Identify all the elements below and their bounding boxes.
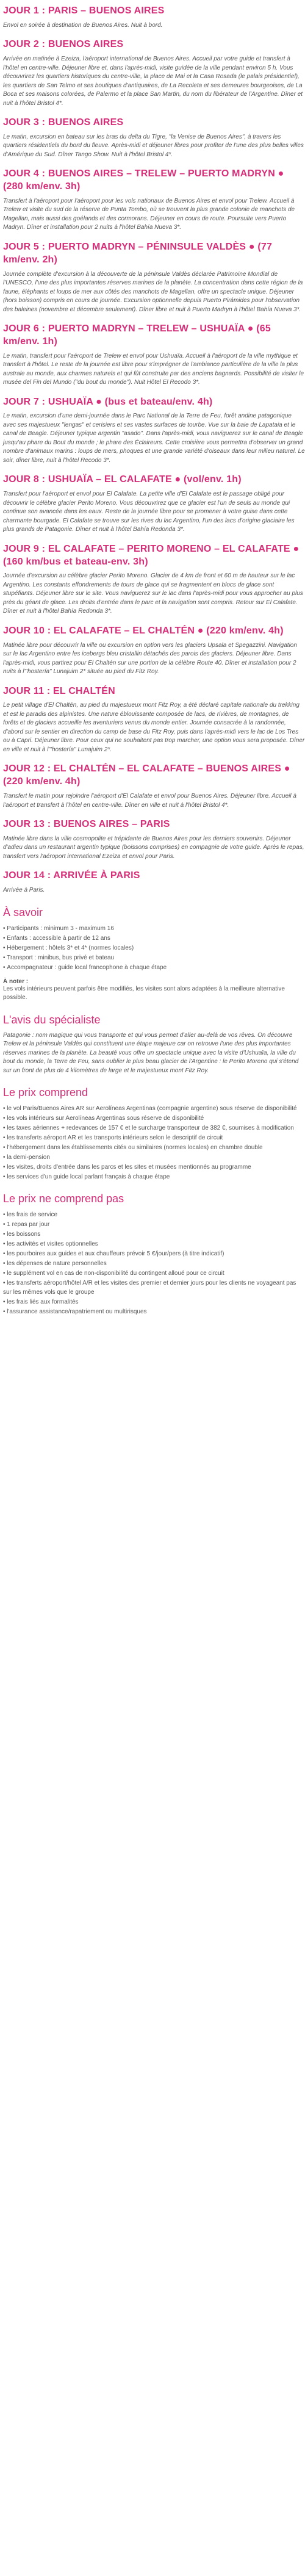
day-block: [0, 625, 305, 677]
list-item: • les vols intérieurs sur Aerolíneas Argentinas sous réserve de disponibilité: [3, 1114, 305, 1123]
day-title: [3, 241, 305, 267]
day-description: Arrivée à Paris.: [3, 887, 45, 894]
day-block: [0, 818, 305, 861]
list-item: • Accompagnateur : guide local francophone à chaque étape: [3, 963, 305, 972]
note-label: À noter :: [3, 978, 29, 985]
day-block: [0, 241, 305, 314]
day-distance: ● (220 km/env. 4h): [195, 625, 284, 636]
day-distance: ● (220 km/env. 4h): [3, 763, 290, 787]
day-title-text: JOUR 13 : BUENOS AIRES – PARIS: [3, 819, 170, 830]
day-description: Le petit village d'El Chaltén, au pied du majestueux mont Fitz Roy, a été déclaré capitale nationale du trekking et est le paradis des alpinistes. Une nature éblouissante composée de lacs, de rivières, de montagnes, de forêts et de glaciers accueille les aventuriers venus du monde entier. Journée consacrée à la randonnée, d'abord sur le sentier en direction du camp de base du Fitz Roy, puis dans l'après-midi vers le lac de Los Tres ou à Capri. Déjeuner libre. Pour ceux qui ne souhaitent pas trop marcher, une option vous sera proposée. Dîner en ville et nuit à l'"hostería" Lunajuim 2*.: [3, 702, 305, 753]
list-item: • 1 repas par jour: [3, 1220, 305, 1229]
day-title-text: JOUR 12 : EL CHALTÉN – EL CALAFATE – BUENOS AIRES: [3, 763, 282, 774]
list-item: • les services d'un guide local parlant français à chaque étape: [3, 1172, 305, 1182]
list-item: • les dépenses de nature personnelles: [3, 1259, 305, 1268]
day-block: [0, 396, 305, 466]
day-description: Transfert à l'aéroport pour l'aéroport pour les vols nationaux de Buenos Aires et envol pour Trelew. Accueil à Trelew et visite du sud de la réserve de Punta Tombo, où se trouvent la plus grande colonie de manchots de Magellan, mais aussi des goélands et des cormorans. Déjeuner en cours de route. Poursuite vers Puerto Madryn. Dîner et installation pour 2 nuits à l'hôtel Bahía Nueva 3*.: [3, 197, 295, 231]
day-description: Le matin, excursion d'une demi-journée dans le Parc National de la Terre de Feu, forêt andine patagonique avec ses majestueux "lengas" et cerisiers et ses vastes surfaces de tourbe. Vue sur la baie de Lapataia et le canal de Beagle. Déjeuner typique argentin "asado". Dans l'après-midi, vous naviguerez sur le canal de Beagle jusqu'au phare du Bout du monde ; le phare des Éclaireurs. Cette croisière vous permettra d'observer un grand nombre d'animaux marins : loups de mers, phoques et une grande variété d'oiseaux dans leur milieu naturel. Le soir, dîner libre, nuit à l'hôtel Recodo 3*.: [3, 413, 305, 464]
savoir-title: À savoir: [3, 906, 43, 918]
day-description: Arrivée en matinée à Ezeiza, l'aéroport international de Buenos Aires. Accueil par votre guide et transfert à l'hôtel en centre-ville. Déjeuner libre et, dans l'après-midi, visite guidée de la ville pendant environ 5 h. Vous découvrirez les quartiers historiques du centre-ville, la place de Mai et la Casa Rosada (le palais présidentiel), les quartiers de San Telmo et ses boutiques d'antiquaires, de La Recoleta et ses demeures bourgeoises, de La Boca et ses maisons colorées, de Palermo et la place San Martin, du nom du libérateur de l'Argentine. Dîner et nuit à l'hôtel Bristol 4*.: [3, 56, 303, 107]
day-title-text: JOUR 10 : EL CALAFATE – EL CHALTÉN: [3, 625, 195, 636]
day-distance: ● (65 km/env. 1h): [3, 323, 271, 347]
avis-section: [0, 1014, 305, 1076]
day-title: [3, 543, 305, 569]
list-item: • les transferts aéroport/hôtel A/R et les visites des premier et dernier jours pour les clients ne voyageant pas sur les mêmes vols que le groupe: [3, 1279, 305, 1297]
day-title-text: JOUR 8 : USHUAÏA – EL CALAFATE: [3, 474, 172, 485]
list-item: • le supplément vol en cas de non-disponibilité du contingent alloué pour ce circuit: [3, 1269, 305, 1278]
day-description: Matinée libre dans la ville cosmopolite et trépidante de Buenos Aires pour les derniers souvenirs. Déjeuner d'adieu dans un restaurant argentin typique (boissons comprises) en compagnie de votre guide. Après le repas, transfert vers l'aéroport international Ezeiza et envol pour Paris.: [3, 835, 304, 860]
day-title: [3, 870, 305, 882]
day-title: [3, 396, 305, 409]
list-item: • les pourboires aux guides et aux chauffeurs prévoir 5 €/jour/pers (à titre indicatif): [3, 1249, 305, 1258]
day-block: [0, 117, 305, 159]
day-title-text: JOUR 7 : USHUAÏA: [3, 396, 93, 407]
day-distance: ● (280 km/env. 3h): [3, 168, 284, 192]
list-item: • les activités et visites optionnelles: [3, 1239, 305, 1249]
list-item: • Enfants : accessible à partir de 12 ans: [3, 934, 305, 943]
prix-non-compris-title: Le prix ne comprend pas: [3, 1192, 124, 1205]
day-title: [3, 38, 305, 51]
day-description: Journée complète d'excursion à la découverte de la péninsule Valdès déclarée Patrimoine Mondial de l'UNESCO, l'une des plus importantes réserves marines de la planète. La concentration dans cette région de la faune, éléphants et loups de mer aux côtés des manchots de Magellan, offre un spectacle unique. Déjeuner (hors boisson) compris en cours de journée. Excursion optionnelle depuis Puerto Pirámides pour l'observation des baleines (novembre et décembre seulement). Dîner libre et nuit à Puerto Madryn à l'hôtel Bahía Nueva 3*.: [3, 270, 303, 313]
day-block: [0, 323, 305, 388]
day-title: [3, 685, 305, 698]
itinerary-days: [0, 5, 305, 895]
day-block: [0, 168, 305, 233]
day-title-text: JOUR 9 : EL CALAFATE – PERITO MORENO – EL CALAFATE: [3, 543, 290, 554]
day-description: Transfert le matin pour rejoindre l'aéroport d'El Calafate et envol pour Buenos Aires. Déjeuner libre. Accueil à l'aéroport et transfert à l'hôtel en centre-ville. Dîner en ville et nuit à l'hôtel Bristol 4*.: [3, 793, 296, 809]
day-title-text: JOUR 11 : EL CHALTÉN: [3, 685, 115, 696]
list-item: • les visites, droits d'entrée dans les parcs et les sites et musées mentionnés au programme: [3, 1163, 305, 1172]
list-item: • Transport : minibus, bus privé et bateau: [3, 953, 305, 962]
day-description: Matinée libre pour découvrir la ville ou excursion en option vers les glaciers Upsala et Spegazzini. Navigation sur le lac Argentino entre les icebergs bleu cristallin détachés des parois des glaciers. Déjeuner libre. Dans l'après-midi, vous partirez pour El Chaltén sur une portion de la célèbre Route 40. Dîner et installation pour 2 nuits à l'"hostería" Lunajuim 2* située au pied du Fitz Roy.: [3, 641, 297, 676]
day-title: [3, 168, 305, 193]
day-title: [3, 818, 305, 831]
savoir-section: [0, 906, 305, 1003]
day-title: [3, 474, 305, 486]
list-item: • Hébergement : hôtels 3* et 4* (normes locales): [3, 943, 305, 953]
prix-compris-list: [3, 1104, 305, 1182]
avis-text: Patagonie : nom magique qui vous transporte et qui vous permet d'aller au-delà de vos rêves. On découvre Trelew et la péninsule Valdès qui constituent une étape majeure car on retrouve l'une des plus importantes réserves marines de la planète. La beauté vous offre un spectacle unique avec la visite d'Ushuaïa, la ville du bout du monde, la Terre de Feu, sans oublier le plus beau glacier de l'Argentine : le Perito Moreno qui s'étend sur un front de plus de 4 kilomètres de large et le majestueux mont Fitz Roy.: [3, 1031, 299, 1074]
day-title: [3, 625, 305, 638]
day-description: Le matin, excursion en bateau sur les bras du delta du Tigre, "la Venise de Buenos Aires", à travers les quartiers résidentiels du bord du fleuve. Après-midi et déjeuner libres pour profiter de l'une des plus belles villes d'Amérique du Sud. Dîner Tango Show. Nuit à l'hôtel Bristol 4*.: [3, 133, 304, 158]
day-block: [0, 685, 305, 755]
list-item: • l'assurance assistance/rapatriement ou multirisques: [3, 1307, 305, 1316]
day-title: [3, 763, 305, 788]
day-title-text: JOUR 3 : BUENOS AIRES: [3, 117, 124, 128]
day-block: [0, 474, 305, 534]
list-item: • les taxes aériennes + redevances de 157 € et le surcharge transporteur de 382 €, soumises à modification: [3, 1124, 305, 1133]
day-distance: ● (vol/env. 1h): [171, 474, 242, 485]
day-description: Le matin, transfert pour l'aéroport de Trelew et envol pour Ushuaïa. Accueil à l'aéroport de la ville mythique et transfert à l'hôtel. Le reste de la journée est libre pour s'imprégner de l'ambiance particulière de la ville la plus australe au monde, aux charmes naturels et qui fût construite par des anciens bagnards. Possibilité de visiter le musée del Fin del Mundo ("du bout du monde"). Nuit Hôtel El Recodo 3*.: [3, 352, 304, 386]
prix-compris-section: [0, 1086, 305, 1182]
day-title-text: JOUR 1 : PARIS – BUENOS AIRES: [3, 5, 165, 16]
list-item: • l'hébergement dans les établissements cités ou similaires (normes locales) en chambre double: [3, 1143, 305, 1152]
day-block: [0, 870, 305, 895]
list-item: • les frais de service: [3, 1210, 305, 1219]
day-block: [0, 543, 305, 616]
day-block: [0, 5, 305, 30]
prix-non-compris-list: [3, 1210, 305, 1316]
day-title-text: JOUR 4 : BUENOS AIRES – TRELEW – PUERTO MADRYN: [3, 168, 275, 179]
prix-non-compris-section: [0, 1192, 305, 1316]
list-item: • Participants : minimum 3 - maximum 16: [3, 924, 305, 933]
day-description: Transfert pour l'aéroport et envol pour El Calafate. La petite ville d'El Calafate est le passage obligé pour découvrir le célèbre glacier Perito Moreno. Vous découvrirez que ce glacier est l'un de seuls au monde qui continue son avancée dans les eaux. Reste de la journée libre pour se promener à votre guise dans cette charmante bourgade. El Calafate se trouve sur les rives du lac Argentino, l'un des lacs d'origine glaciaire les plus grands de Patagonie. Dîner et nuit à l'hôtel Bahía Redonda 3*.: [3, 491, 295, 533]
list-item: • le vol Paris/Buenos Aires AR sur Aerolíneas Argentinas (compagnie argentine) sous réserve de disponibilité: [3, 1104, 305, 1113]
day-distance: ● (77 km/env. 2h): [3, 241, 273, 265]
day-distance: ● (bus et bateau/env. 4h): [93, 396, 213, 407]
day-description: Journée d'excursion au célèbre glacier Perito Moreno. Glacier de 4 km de front et 60 m de hauteur sur le lac Argentino. Les constants effondrements de tours de glace qui se fragmentent en blocs de glace sont stupéfiants. Déjeuner libre sur le site. Vous naviguerez sur le lac dans l'après-midi pour vous approcher au plus près du géant de glace. Les droits d'entrée dans le parc et la navigation sont compris. Retour sur El Calafate. Dîner et nuit à l'hôtel Bahía Redonda 3*.: [3, 572, 303, 615]
list-item: • les frais liés aux formalités: [3, 1297, 305, 1307]
day-description: Envol en soirée à destination de Buenos Aires. Nuit à bord.: [3, 21, 163, 29]
day-title-text: JOUR 6 : PUERTO MADRYN – TRELEW – USHUAÏA: [3, 323, 245, 334]
avis-title: L'avis du spécialiste: [3, 1013, 101, 1026]
day-title: [3, 323, 305, 348]
list-item: • les transferts aéroport AR et les transports intérieurs selon le descriptif de circuit: [3, 1133, 305, 1142]
list-item: • les boissons: [3, 1230, 305, 1239]
day-block: [0, 38, 305, 108]
note-text: Les vols intérieurs peuvent parfois être modifiés, les visites sont alors adaptées à la meilleure alternative possible.: [3, 985, 285, 1001]
savoir-list: [3, 924, 305, 972]
day-title-text: JOUR 2 : BUENOS AIRES: [3, 39, 124, 50]
day-title-text: JOUR 14 : ARRIVÉE À PARIS: [3, 870, 140, 881]
prix-compris-title: Le prix comprend: [3, 1086, 88, 1099]
day-block: [0, 763, 305, 810]
list-item: • la demi-pension: [3, 1153, 305, 1162]
day-title: [3, 5, 305, 18]
day-title: [3, 117, 305, 129]
day-distance: ● (160 km/bus et bateau-env. 3h): [3, 543, 300, 567]
day-title-text: JOUR 5 : PUERTO MADRYN – PÉNINSULE VALDÈS: [3, 241, 246, 252]
